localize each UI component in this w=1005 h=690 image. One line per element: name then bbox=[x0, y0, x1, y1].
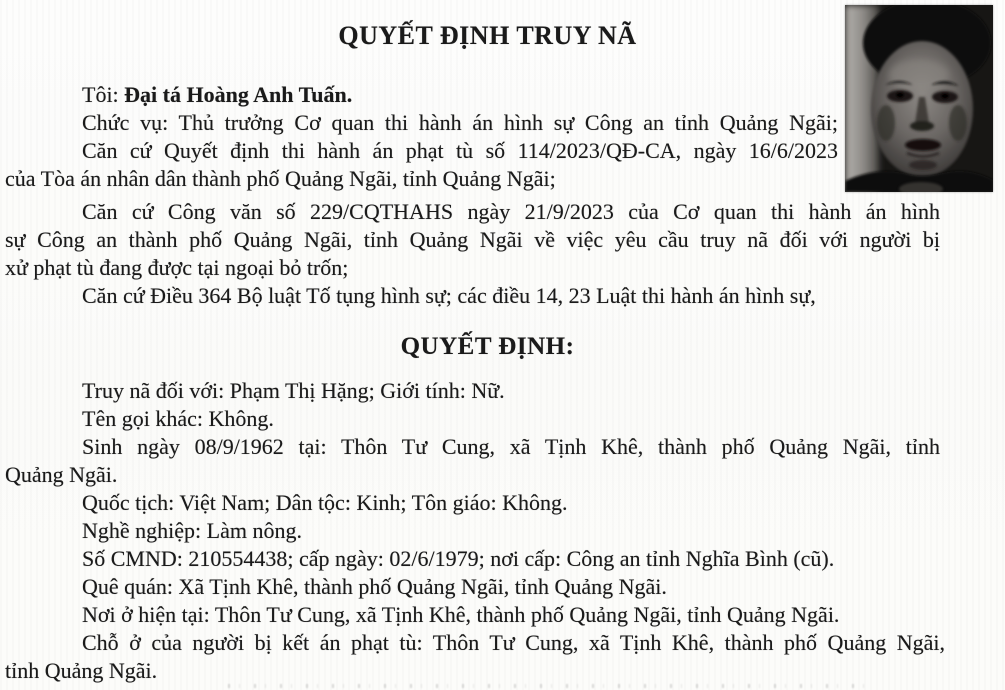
preamble-line: Căn cứ Công văn số 229/CQTHAHS ngày 21/9/2023 của Cơ quan thi hành án hình bbox=[82, 199, 940, 224]
suspect-mugshot-photo bbox=[845, 5, 993, 192]
decision-line: Quê quán: Xã Tịnh Khê, thành phố Quảng Ngãi, tỉnh Quảng Ngãi. bbox=[82, 574, 667, 599]
decision-line: Số CMND: 210554438; cấp ngày: 02/6/1979; nơi cấp: Công an tỉnh Nghĩa Bình (cũ). bbox=[82, 546, 835, 571]
preamble-line: Chức vụ: Thủ trưởng Cơ quan thi hành án hình sự Công an tỉnh Quảng Ngãi; bbox=[82, 110, 838, 135]
preamble-line: của Tòa án nhân dân thành phố Quảng Ngãi, tỉnh Quảng Ngãi; bbox=[5, 166, 556, 191]
preamble-line: sự Công an thành phố Quảng Ngãi, tỉnh Quảng Ngãi về việc yêu cầu truy nã đối với người bị bbox=[5, 227, 940, 252]
decision-line: Nghề nghiệp: Làm nông. bbox=[82, 518, 302, 543]
mugshot-portrait-graphic bbox=[845, 5, 993, 192]
clipped-next-line-remnant bbox=[228, 684, 873, 688]
preamble-line: xử phạt tù đang được tại ngoại bỏ trốn; bbox=[5, 255, 349, 280]
decision-line: Nơi ở hiện tại: Thôn Tư Cung, xã Tịnh Khê, thành phố Quảng Ngãi, tỉnh Quảng Ngãi. bbox=[82, 602, 840, 627]
document-title: QUYẾT ĐỊNH TRUY NÃ bbox=[338, 21, 637, 50]
issuer-name: Đại tá Hoàng Anh Tuấn. bbox=[124, 82, 353, 107]
decision-line: Chỗ ở của người bị kết án phạt tù: Thôn Tư Cung, xã Tịnh Khê, thành phố Quảng Ngãi, bbox=[82, 630, 945, 655]
decision-line: Quốc tịch: Việt Nam; Dân tộc: Kinh; Tôn giáo: Không. bbox=[82, 490, 568, 515]
decision-line: tỉnh Quảng Ngãi. bbox=[5, 658, 158, 683]
decision-line: Sinh ngày 08/9/1962 tại: Thôn Tư Cung, xã Tịnh Khê, thành phố Quảng Ngãi, tỉnh bbox=[82, 434, 940, 459]
decision-line: Truy nã đối với: Phạm Thị Hặng; Giới tính: Nữ. bbox=[82, 378, 505, 403]
decision-section bbox=[5, 377, 1000, 685]
issuer-label: Tôi: bbox=[82, 82, 125, 107]
preamble-line: Căn cứ Quyết định thi hành án phạt tù số 114/2023/QĐ-CA, ngày 16/6/2023 bbox=[82, 138, 838, 163]
decision-heading: QUYẾT ĐỊNH: bbox=[400, 333, 575, 360]
decision-line: Quảng Ngãi. bbox=[5, 462, 118, 487]
preamble-line: Căn cứ Điều 364 Bộ luật Tố tụng hình sự; các điều 14, 23 Luật thi hành án hình sự, bbox=[82, 283, 816, 308]
decision-line: Tên gọi khác: Không. bbox=[82, 406, 274, 431]
